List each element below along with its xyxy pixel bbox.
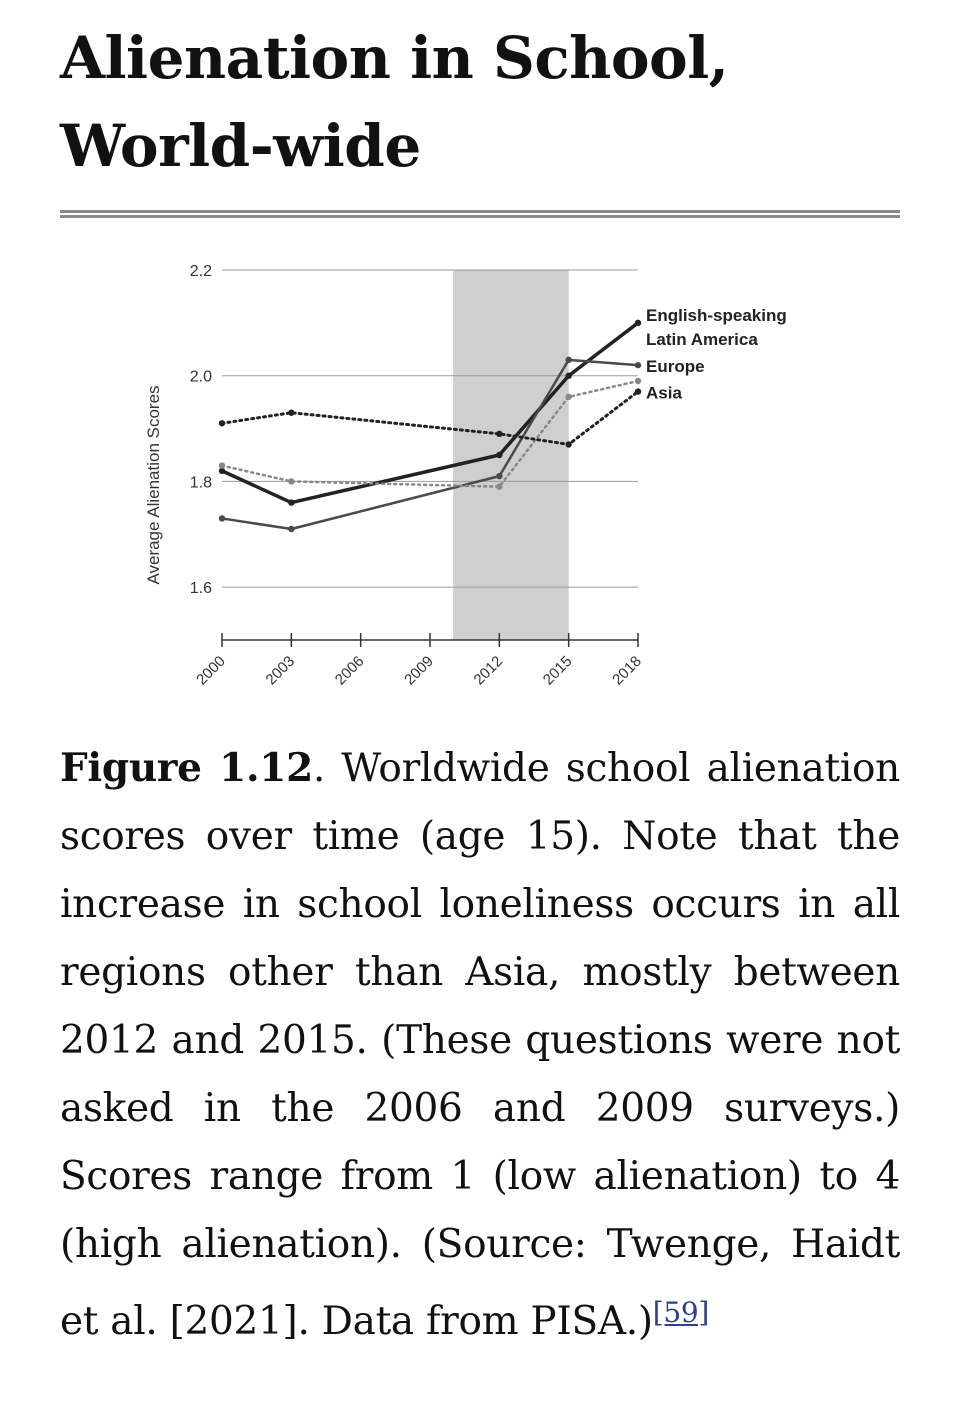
- data-point: [565, 373, 571, 379]
- data-point: [496, 431, 502, 437]
- data-point: [219, 462, 225, 468]
- data-point: [565, 441, 571, 447]
- data-point: [288, 478, 294, 484]
- y-tick-label: 2.2: [189, 263, 212, 280]
- data-point: [565, 357, 571, 363]
- x-tick-label: 2009: [401, 652, 437, 689]
- figure-caption: [60, 734, 900, 1356]
- data-point: [635, 388, 641, 394]
- y-axis-title: Average Alienation Scores: [144, 385, 163, 585]
- series-line: [222, 360, 638, 529]
- x-tick-label: 2003: [262, 652, 299, 689]
- y-tick-label: 1.8: [189, 474, 212, 492]
- figure-label: Figure 1.12: [60, 745, 313, 791]
- data-point: [635, 320, 641, 326]
- x-tick-label: 2006: [331, 652, 368, 689]
- heading-rule-bottom: [60, 215, 900, 218]
- legend-label: English-speaking: [646, 305, 787, 325]
- legend-label: Asia: [646, 383, 682, 403]
- data-point: [496, 452, 502, 458]
- data-point: [565, 394, 571, 400]
- data-point: [288, 526, 294, 532]
- data-point: [219, 420, 225, 426]
- data-point: [635, 362, 641, 368]
- legend-label: Latin America: [646, 329, 758, 349]
- data-point: [635, 378, 641, 384]
- caption-text: . Worldwide school alienation scores over time (age 15). Note that the increase in school loneliness occurs in all regions other than Asia, mostly between 2012 and 2015. (These questions were not asked in the 2006 and 2009 surveys.) Scores range from 1 (low alienation) to 4 (high alienation). (Source: Twenge, Haidt et al. [2021]. Data from PISA.): [60, 746, 900, 1344]
- alienation-line-chart: [120, 240, 860, 720]
- x-tick-label: 2000: [193, 652, 229, 689]
- x-tick-label: 2012: [470, 652, 507, 689]
- section-heading: Alienation in School, World-wide: [60, 24, 729, 180]
- data-point: [288, 410, 294, 416]
- y-tick-label: 1.6: [189, 580, 212, 598]
- x-tick-label: 2015: [539, 652, 576, 689]
- data-point: [496, 473, 502, 479]
- legend-label: Europe: [646, 357, 705, 377]
- data-point: [288, 499, 294, 505]
- heading-rule-top: [60, 210, 900, 213]
- footnote-link[interactable]: [59]: [652, 1296, 710, 1329]
- y-tick-label: 2.0: [189, 368, 212, 386]
- series-line: [222, 323, 638, 503]
- x-tick-label: 2018: [609, 652, 645, 689]
- data-point: [496, 484, 502, 490]
- series-line: [222, 392, 638, 445]
- data-point: [219, 515, 225, 521]
